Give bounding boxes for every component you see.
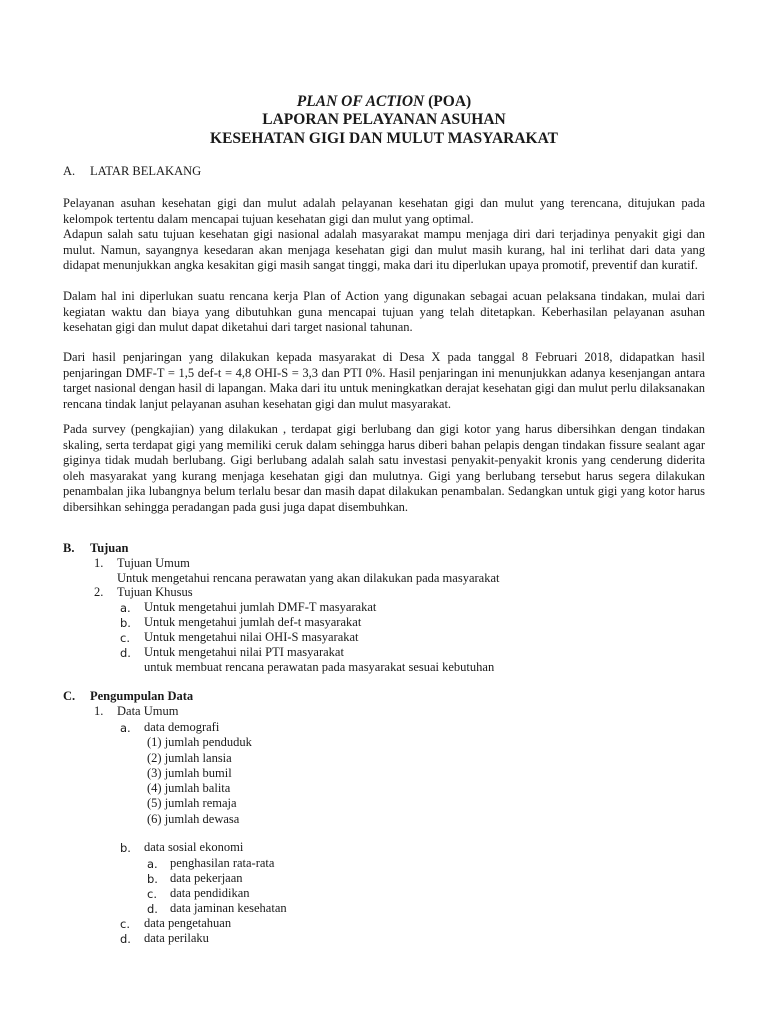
sosial-marker-a: a. [147, 857, 158, 871]
pengetahuan-marker: c. [120, 917, 130, 931]
sosial-item-c: data pendidikan [170, 886, 250, 900]
document-title-line-3: KESEHATAN GIGI DAN MULUT MASYARAKAT [210, 130, 558, 147]
khusus-item-a: Untuk mengetahui jumlah DMF-T masyarakat [144, 600, 377, 614]
tujuan-umum-number: 1. [94, 556, 104, 570]
khusus-item-b: Untuk mengetahui jumlah def-t masyarakat [144, 615, 362, 629]
khusus-item-d: Untuk mengetahui nilai PTI masyarakat [144, 645, 344, 659]
title-italic: PLAN OF ACTION [296, 93, 425, 110]
paragraph-2: Adapun salah satu tujuan kesehatan gigi nasional adalah masyarakat mampu menjaga diri dari terjadinya penyakit gigi dan mulut. Namun, sayangnya kesedaran akan menjaga kesehatan gigi dan mulut masih kurang, hal ini terlihat dari data yang didapat menunjukkan angka kesakitan gigi masih sangat tinggi, maka dari itu diperlukan upaya promotif, preventif dan kuratif. [63, 227, 705, 272]
paragraph-3: Dalam hal ini diperlukan suatu rencana kerja Plan of Action yang digunakan sebagai acuan pelaksana tindakan, mulai dari kegiatan waktu dan biaya yang dibutuhkan guna mencapai tujuan yang telah ditetapkan. Keberhasilan pelayanan asuhan kesehatan gigi dan mulut dapat diketahui dari target nasional tahunan. [63, 289, 705, 334]
khusus-marker-b: b. [120, 616, 131, 630]
section-b-letter: B. [63, 541, 75, 555]
title-poa: (POA) [424, 93, 472, 110]
khusus-marker-c: c. [120, 631, 130, 645]
data-umum-number: 1. [94, 704, 104, 718]
paragraph-1: Pelayanan asuhan kesehatan gigi dan mulut adalah pelayanan kesehatan gigi dan mulut yang terencana, ditujukan pada kelompok tertentu dalam mencapai tujuan kesehatan gigi dan mulut yang optimal. [63, 196, 705, 226]
section-a-letter: A. [63, 164, 76, 178]
demografi-item-4: (4) jumlah balita [147, 781, 231, 795]
sosial-label: data sosial ekonomi [144, 840, 244, 854]
sosial-item-a: penghasilan rata-rata [170, 856, 275, 870]
khusus-extra-text: untuk membuat rencana perawatan pada masyarakat sesuai kebutuhan [144, 660, 495, 674]
khusus-item-c: Untuk mengetahui nilai OHI-S masyarakat [144, 630, 359, 644]
demografi-item-1: (1) jumlah penduduk [147, 735, 252, 749]
section-c-heading: Pengumpulan Data [90, 689, 194, 703]
demografi-marker: a. [120, 721, 131, 735]
pengetahuan-label: data pengetahuan [144, 916, 232, 930]
sosial-marker-b: b. [147, 872, 158, 886]
section-b-heading: Tujuan [90, 541, 129, 555]
tujuan-umum-text: Untuk mengetahui rencana perawatan yang akan dilakukan pada masyarakat [117, 571, 500, 585]
data-umum-label: Data Umum [117, 704, 179, 718]
demografi-label: data demografi [144, 720, 220, 734]
khusus-marker-a: a. [120, 601, 131, 615]
demografi-item-5: (5) jumlah remaja [147, 796, 237, 810]
tujuan-khusus-label: Tujuan Khusus [117, 585, 193, 599]
sosial-item-d: data jaminan kesehatan [170, 901, 287, 915]
paragraph-5: Pada survey (pengkajian) yang dilakukan , terdapat gigi berlubang dan gigi kotor yang harus dibersihkan dengan tindakan skaling, serta terdapat gigi yang memiliki ceruk dalam sehingga harus diberi bahan pelapis dengan tindakan fissure sealant agar giginya tidak mudah berlubang. Gigi berlubang adalah salah satu investasi penyakit-penyakit kronis yang cenderung diderita oleh masyarakat yang kurang menjaga kesehatan gigi dan mulutnya. Gigi yang berlubang tersebut harus segera dilakukan penambalan jika lubangnya belum terlalu besar dan masih dapat dilakukan penambalan. Sedangkan untuk gigi yang kotor harus dibersihkan sehingga peradangan pada gusi juga dapat disembuhkan. [63, 422, 705, 514]
document-title-line-1 [0, 92, 768, 112]
document-title-line-2: LAPORAN PELAYANAN ASUHAN [262, 111, 506, 128]
paragraph-4: Dari hasil penjaringan yang dilakukan kepada masyarakat di Desa X pada tanggal 8 Februari 2018, didapatkan hasil penjaringan DMF-T = 1,5 def-t = 4,8 OHI-S = 3,3 dan PTI 0%. Hasil penjaringan ini menunjukkan adanya kesenjangan antara target nasional dengan hasil di lapangan. Maka dari itu untuk meningkatkan derajat kesehatan gigi dan mulut perlu dilaksanakan rencana tindak lanjut pelayanan asuhan kesehatan gigi dan mulut masyarakat. [63, 350, 705, 411]
sosial-marker: b. [120, 841, 131, 855]
sosial-marker-c: c. [147, 887, 157, 901]
demografi-item-2: (2) jumlah lansia [147, 751, 232, 765]
perilaku-marker: d. [120, 932, 131, 946]
tujuan-khusus-number: 2. [94, 585, 104, 599]
perilaku-label: data perilaku [144, 931, 209, 945]
section-a-heading: LATAR BELAKANG [90, 164, 202, 178]
section-c-letter: C. [63, 689, 76, 703]
sosial-marker-d: d. [147, 902, 158, 916]
demografi-item-6: (6) jumlah dewasa [147, 812, 240, 826]
sosial-item-b: data pekerjaan [170, 871, 243, 885]
tujuan-umum-label: Tujuan Umum [117, 556, 190, 570]
khusus-marker-d: d. [120, 646, 131, 660]
demografi-item-3: (3) jumlah bumil [147, 766, 232, 780]
